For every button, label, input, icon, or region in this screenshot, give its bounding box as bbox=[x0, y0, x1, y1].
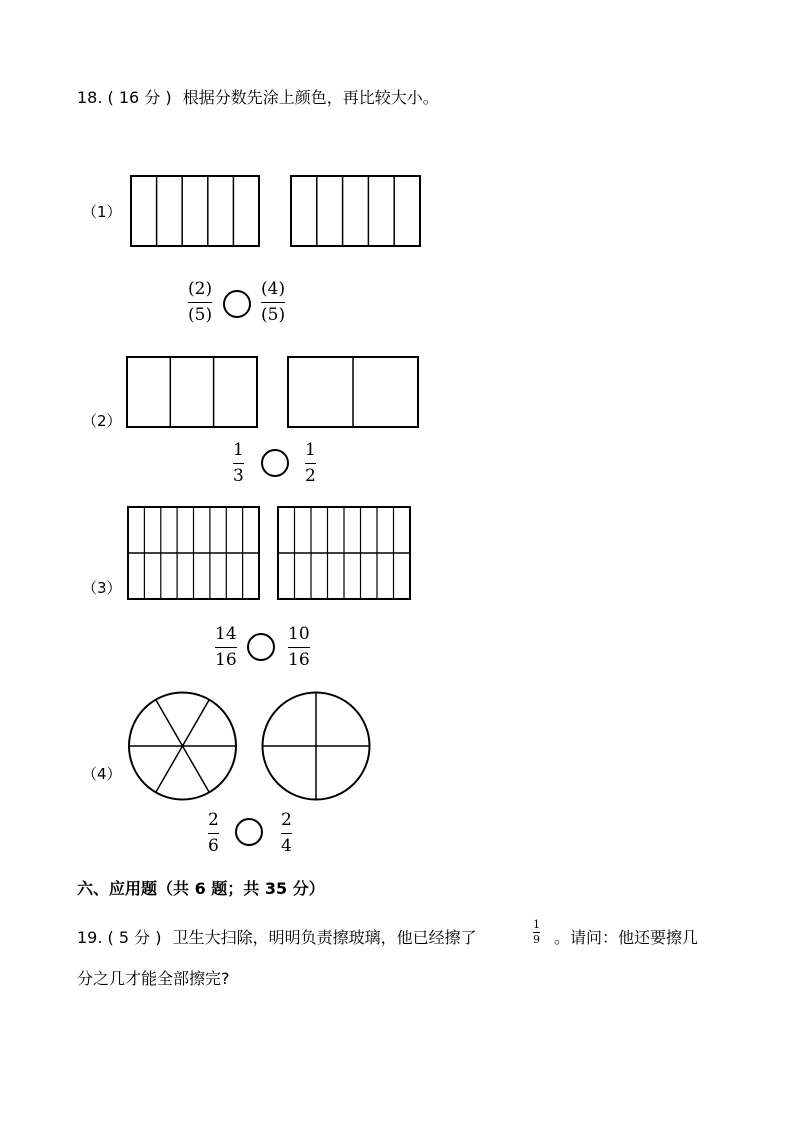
denominator: 3 bbox=[233, 466, 244, 486]
part-3-label: （3） bbox=[82, 579, 122, 597]
fraction-bar bbox=[281, 833, 292, 834]
part-1-left-fraction bbox=[188, 279, 212, 325]
numerator: 2 bbox=[281, 810, 292, 830]
part-1-compare-circle[interactable] bbox=[223, 290, 251, 318]
part-4-left-fraction bbox=[208, 810, 219, 856]
numerator: 1 bbox=[305, 440, 316, 460]
part-4-compare-circle[interactable] bbox=[235, 818, 263, 846]
fraction-bar bbox=[215, 647, 237, 648]
question-instruction: 根据分数先涂上颜色，再比较大小。 bbox=[182, 88, 439, 107]
denominator: 4 bbox=[281, 836, 292, 856]
part-2-compare-circle[interactable] bbox=[261, 449, 289, 477]
question-number: 19. bbox=[77, 928, 103, 947]
numerator: 10 bbox=[288, 624, 310, 644]
denominator: 16 bbox=[215, 650, 237, 670]
part-2-left-rectangle-thirds[interactable] bbox=[126, 356, 258, 428]
part-3-compare-circle[interactable] bbox=[247, 633, 275, 661]
fraction-bar bbox=[288, 647, 310, 648]
part-2-right-fraction bbox=[305, 440, 316, 486]
question-score: ( 5 分 ) bbox=[107, 928, 162, 947]
question-score: ( 16 分 ) bbox=[107, 88, 172, 107]
question-19-fraction bbox=[533, 919, 540, 946]
question-19-line-2: 分之几才能全部擦完? bbox=[77, 969, 230, 988]
question-18-header bbox=[77, 88, 439, 108]
part-2-left-fraction bbox=[233, 440, 244, 486]
fraction-bar bbox=[208, 833, 219, 834]
fraction-bar bbox=[261, 302, 285, 303]
fraction-bar bbox=[188, 302, 212, 303]
part-2-right-rectangle-halves[interactable] bbox=[287, 356, 419, 428]
numerator: 1 bbox=[533, 918, 540, 931]
denominator: 2 bbox=[305, 466, 316, 486]
section-title: 六、应用题（共 6 题；共 35 分） bbox=[77, 879, 325, 898]
question-19-text-after: 。请问：他还要擦几 bbox=[554, 928, 699, 947]
part-1-left-rectangle-fifths[interactable] bbox=[130, 175, 260, 247]
numerator: 2 bbox=[208, 810, 219, 830]
numerator: (2) bbox=[188, 279, 213, 299]
part-4-label: （4） bbox=[82, 765, 122, 783]
part-3-right-fraction bbox=[288, 624, 310, 670]
part-4-right-fraction bbox=[281, 810, 292, 856]
denominator: (5) bbox=[188, 305, 213, 325]
fraction-bar bbox=[233, 463, 244, 464]
question-text: 卫生大扫除，明明负责擦玻璃，他已经擦了 bbox=[172, 928, 477, 947]
part-3-right-rectangle-sixteenths[interactable] bbox=[277, 506, 411, 600]
part-1-right-fraction bbox=[261, 279, 285, 325]
part-4-left-circle-sixths[interactable] bbox=[127, 691, 238, 801]
question-19-line-1 bbox=[77, 928, 477, 948]
part-1-label: （1） bbox=[82, 203, 122, 221]
numerator: (4) bbox=[261, 279, 286, 299]
numerator: 14 bbox=[215, 624, 237, 644]
part-4-right-circle-quarters[interactable] bbox=[261, 691, 371, 801]
denominator: 6 bbox=[208, 836, 219, 856]
denominator: (5) bbox=[261, 305, 286, 325]
fraction-bar bbox=[305, 463, 316, 464]
part-1-right-rectangle-fifths[interactable] bbox=[290, 175, 421, 247]
part-3-left-fraction bbox=[215, 624, 237, 670]
numerator: 1 bbox=[233, 440, 244, 460]
denominator: 9 bbox=[533, 933, 540, 946]
part-2-label: （2） bbox=[82, 412, 122, 430]
question-number: 18. bbox=[77, 88, 103, 107]
denominator: 16 bbox=[288, 650, 310, 670]
part-3-left-rectangle-sixteenths[interactable] bbox=[127, 506, 260, 600]
